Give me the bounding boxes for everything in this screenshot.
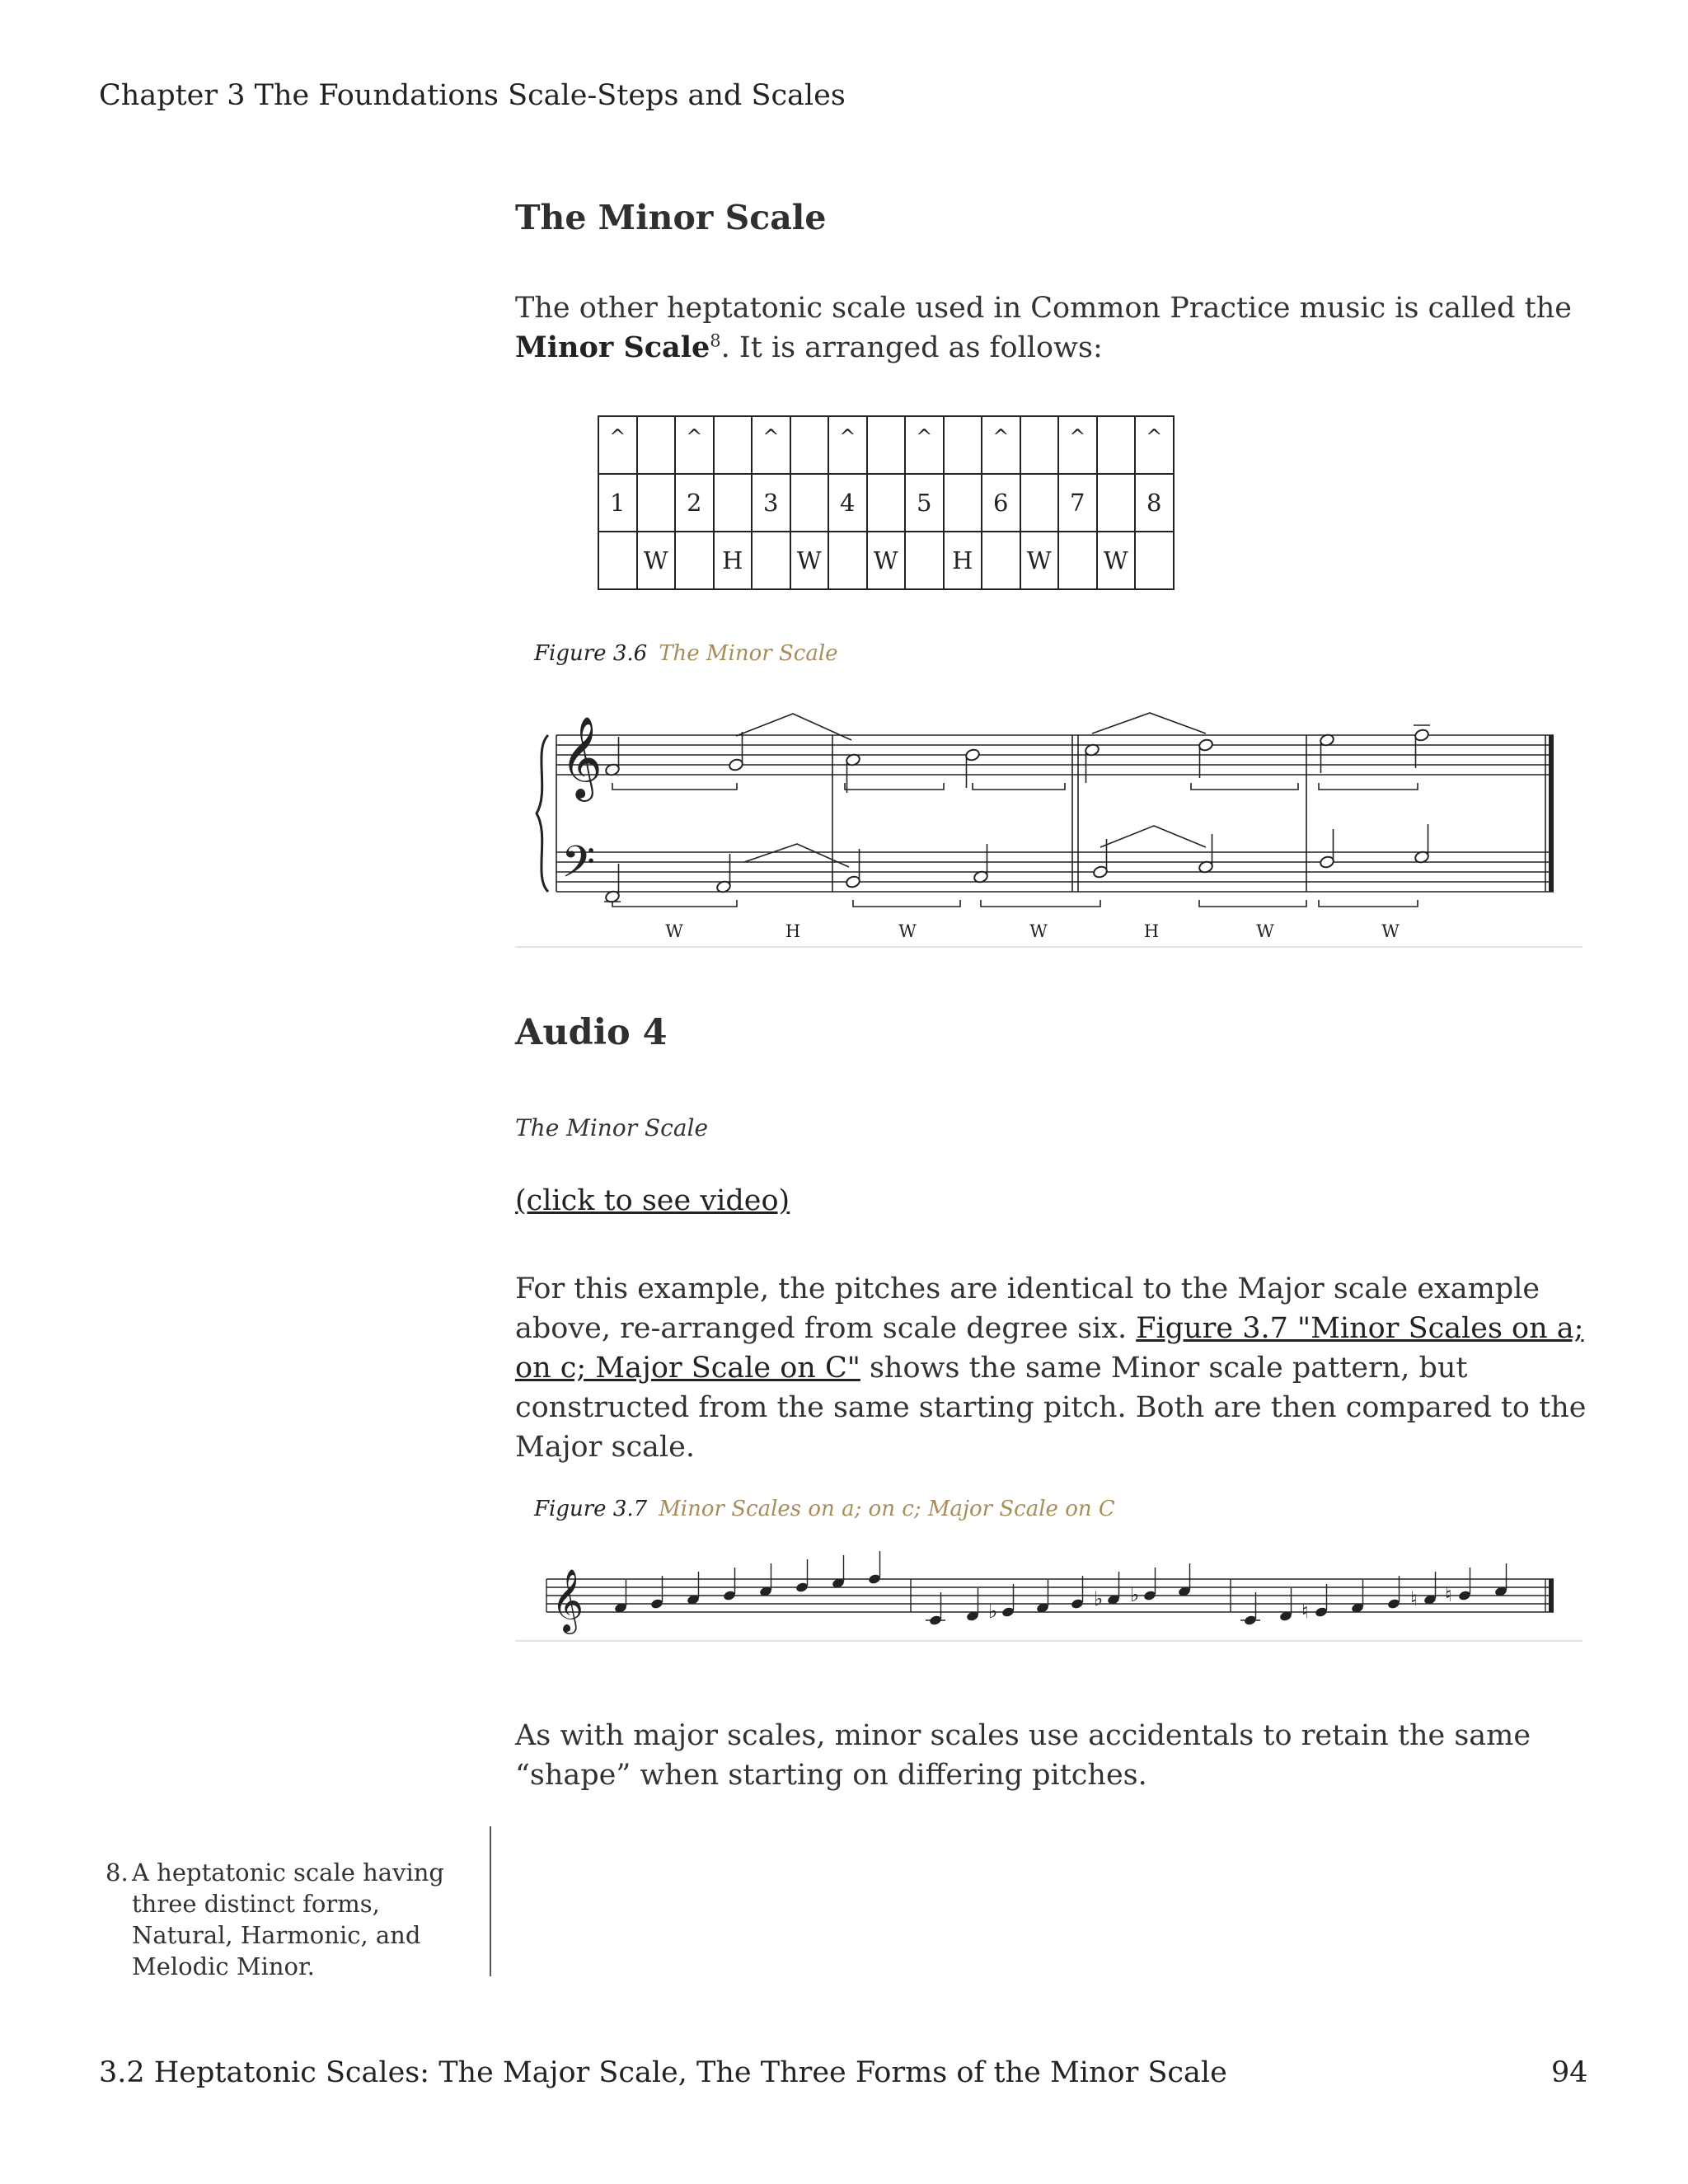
figure-title: Minor Scales on a; on c; Major Scale on C: [659, 1497, 1115, 1521]
quarter-note: [1036, 1580, 1050, 1614]
half-note: [964, 748, 980, 788]
half-note: [845, 753, 860, 793]
degree-cell: 8: [1135, 474, 1174, 532]
quarter-note: [1410, 1572, 1437, 1610]
final-barline: [1549, 1579, 1554, 1612]
minor-scales-comparison-staff: [515, 1541, 1587, 1636]
degree-cell: 3: [752, 474, 790, 532]
treble-clef-icon: 𝄞: [560, 716, 603, 799]
caret-cell: ^: [675, 416, 714, 474]
empty-cell: [867, 474, 906, 532]
empty-cell: [982, 532, 1020, 589]
caret-cell: ^: [828, 416, 867, 474]
step-label-h: H: [1143, 921, 1160, 941]
flat-icon: ♭: [1094, 1587, 1104, 1610]
half-note: [1198, 738, 1213, 778]
paragraph-text: For this example, the pitches are identical to the Major scale example above, re-arranged from scale degree six.: [515, 1272, 1540, 1345]
paragraph-text: shows the same Minor scale pattern, but constructed from the same starting pitch. Both are then compared to the Major scale.: [515, 1352, 1587, 1464]
degree-cell: 1: [598, 474, 637, 532]
step-cell: W: [637, 532, 676, 589]
quarter-note: [832, 1555, 846, 1589]
step-cell: W: [867, 532, 906, 589]
section-title: The Minor Scale: [515, 198, 827, 237]
step-label-h: H: [785, 921, 801, 941]
bass-half-steps-wedges: [744, 826, 1206, 867]
half-note: [1319, 829, 1334, 869]
step-cell: W: [1020, 532, 1059, 589]
flat-icon: ♭: [988, 1600, 998, 1623]
caret-cell: ^: [982, 416, 1020, 474]
step-row: [598, 532, 1174, 589]
quarter-note: [795, 1559, 809, 1593]
empty-cell: [828, 532, 867, 589]
half-note: [845, 849, 860, 888]
half-note: [1198, 834, 1213, 874]
intro-text-start: The other heptatonic scale used in Common Practice music is called the: [515, 292, 1572, 325]
intro-text-end: . It is arranged as follows:: [720, 331, 1103, 364]
degree-cell: 5: [905, 474, 944, 532]
natural-icon: ♮: [1301, 1600, 1309, 1623]
empty-cell: [1020, 416, 1059, 474]
step-label-w: W: [1256, 921, 1274, 941]
empty-cell: [1020, 474, 1059, 532]
empty-cell: [675, 532, 714, 589]
step-label-w: W: [665, 921, 683, 941]
half-note: [604, 737, 620, 776]
half-note: [604, 864, 620, 903]
bass-clef-icon: 𝄢: [561, 837, 596, 898]
empty-cell: [944, 474, 982, 532]
intro-paragraph: [515, 288, 1587, 368]
running-head: Chapter 3 The Foundations Scale-Steps and Scales: [99, 79, 846, 112]
half-note: [1319, 733, 1334, 773]
step-cell: W: [790, 532, 829, 589]
half-note: [1084, 743, 1100, 783]
comparison-paragraph: [515, 1269, 1587, 1467]
figure-3-7-caption: [534, 1497, 1115, 1521]
figure-number: Figure 3.6: [534, 641, 648, 666]
step-cell: H: [944, 532, 982, 589]
natural-icon: ♮: [1410, 1587, 1418, 1610]
degree-cell: 4: [828, 474, 867, 532]
footnote-8: [106, 1857, 481, 1982]
empty-cell: [1135, 532, 1174, 589]
step-cell: W: [1097, 532, 1136, 589]
quarter-note: [650, 1576, 664, 1610]
minor-scale-term: Minor Scale: [515, 330, 710, 364]
quarter-note: [1071, 1576, 1085, 1610]
half-note: [1414, 824, 1429, 864]
empty-cell: [867, 416, 906, 474]
half-note: [973, 844, 988, 883]
empty-cell: [790, 474, 829, 532]
quarter-note: [723, 1568, 737, 1601]
quarter-note: [1494, 1563, 1508, 1597]
treble-staff: [546, 1579, 1554, 1612]
quarter-note: [1094, 1572, 1120, 1610]
footnote-text: A heptatonic scale having three distinct forms, Natural, Harmonic, and Melodic Minor.: [132, 1858, 444, 1980]
empty-cell: [637, 474, 676, 532]
empty-cell: [944, 416, 982, 474]
accidentals-paragraph: As with major scales, minor scales use accidentals to retain the same “shape” when starting on differing pitches.: [515, 1719, 1531, 1792]
quarter-note: [1178, 1563, 1192, 1597]
half-note: [1414, 729, 1429, 768]
quarter-note: [1387, 1576, 1401, 1610]
scale-steps-table: [598, 415, 1175, 590]
caret-cell: ^: [752, 416, 790, 474]
flat-icon: ♭: [1130, 1583, 1140, 1606]
natural-icon: ♮: [1445, 1583, 1452, 1606]
step-label-w: W: [1029, 921, 1048, 941]
empty-cell: [637, 416, 676, 474]
bass-whole-steps-brackets: [612, 900, 1418, 907]
quarter-note: [868, 1551, 882, 1585]
treble-clef-icon: 𝄞: [551, 1568, 584, 1632]
degree-cell: 6: [982, 474, 1020, 532]
degree-row: [598, 474, 1174, 532]
empty-cell: [714, 474, 753, 532]
step-labels: [665, 921, 1400, 941]
footer-section-title: 3.2 Heptatonic Scales: The Major Scale, The Three Forms of the Minor Scale: [99, 2056, 1227, 2089]
quarter-note: [759, 1563, 773, 1597]
caret-cell: ^: [905, 416, 944, 474]
empty-cell: [1097, 474, 1136, 532]
final-barline: [1549, 735, 1554, 892]
empty-cell: [714, 416, 753, 474]
empty-cell: [1097, 416, 1136, 474]
page-number: 94: [1551, 2056, 1588, 2089]
audio-caption: The Minor Scale: [515, 1114, 709, 1141]
quarter-note: [1351, 1580, 1365, 1614]
degree-cell: 2: [675, 474, 714, 532]
quarter-note: [926, 1592, 945, 1626]
quarter-note: [687, 1572, 701, 1605]
scale-notes: [614, 1551, 1508, 1626]
bass-staff: [556, 852, 1554, 892]
caret-cell: ^: [598, 416, 637, 474]
empty-cell: [790, 416, 829, 474]
step-label-w: W: [898, 921, 917, 941]
figure-number: Figure 3.7: [534, 1497, 648, 1521]
quarter-note: [966, 1588, 980, 1622]
brace: [537, 735, 548, 892]
half-note: [715, 854, 731, 893]
caret-cell: ^: [1058, 416, 1097, 474]
barlines: [832, 735, 1545, 892]
figure-divider: [515, 946, 1582, 948]
empty-cell: [598, 532, 637, 589]
figure-divider: [515, 1640, 1582, 1642]
treble-whole-steps-brackets: [612, 783, 1418, 790]
quarter-note: [614, 1580, 628, 1614]
caret-cell: ^: [1135, 416, 1174, 474]
empty-cell: [1058, 532, 1097, 589]
step-label-w: W: [1381, 921, 1400, 941]
quarter-note: [1240, 1592, 1260, 1626]
audio-title: Audio 4: [515, 1012, 668, 1053]
half-note: [728, 732, 743, 771]
video-link[interactable]: (click to see video): [515, 1184, 790, 1217]
treble-half-steps-wedges: [736, 713, 1206, 740]
caret-row: [598, 416, 1174, 474]
figure-3-7-link[interactable]: Figure 3.7 "Minor Scales on a; on c; Major Scale on C": [515, 1312, 1584, 1385]
empty-cell: [752, 532, 790, 589]
footnote-ref-8[interactable]: 8: [710, 330, 721, 351]
footnote-rule: [490, 1826, 491, 1976]
footnote-number: 8.: [106, 1858, 129, 1886]
figure-3-6-caption: [534, 641, 838, 666]
empty-cell: [905, 532, 944, 589]
treble-staff: [556, 735, 1554, 775]
quarter-note: [1279, 1588, 1293, 1622]
degree-cell: 7: [1058, 474, 1097, 532]
figure-title: The Minor Scale: [659, 641, 838, 666]
minor-scale-grand-staff: [515, 701, 1587, 948]
step-cell: H: [714, 532, 753, 589]
